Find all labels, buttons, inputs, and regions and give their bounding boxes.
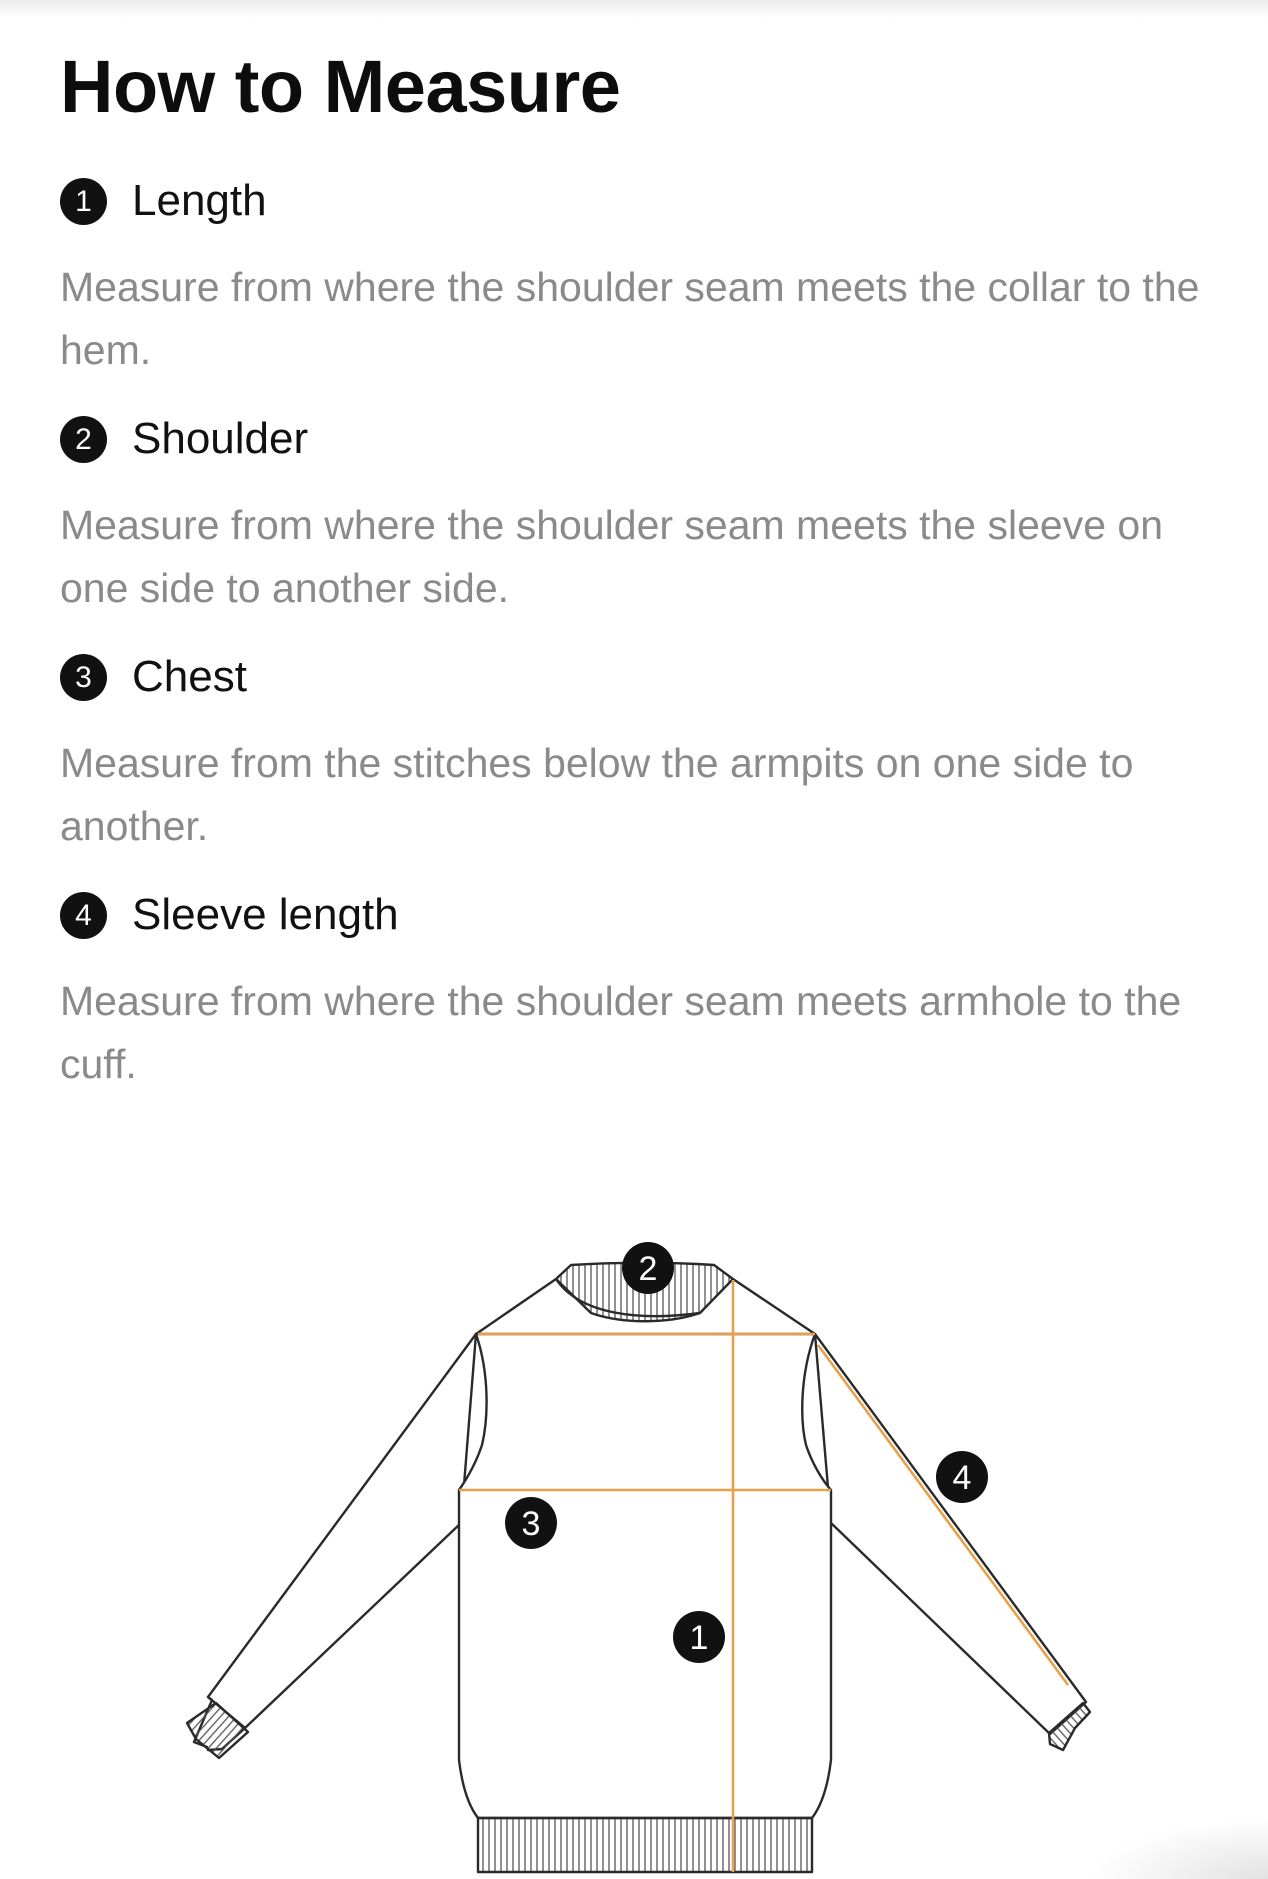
marker-4: [936, 1451, 988, 1503]
marker-1: [673, 1611, 725, 1663]
section-sleeve-length: [60, 890, 1240, 1096]
section-header: [60, 414, 1240, 464]
section-shoulder: [60, 414, 1240, 620]
marker-3: [505, 1497, 557, 1549]
svg-text:1: 1: [689, 1619, 709, 1657]
section-title: Sleeve length: [132, 890, 399, 939]
section-description: Measure from where the shoulder seam meets armhole to the cuff.: [60, 978, 1182, 1087]
section-description: Measure from where the shoulder seam meets the collar to the hem.: [60, 264, 1200, 373]
svg-text:4: 4: [952, 1459, 972, 1497]
svg-text:3: 3: [521, 1505, 541, 1543]
bottom-corner-shadow: [1088, 1819, 1268, 1879]
section-length: [60, 176, 1240, 382]
waistband: [478, 1818, 812, 1872]
section-title: Chest: [132, 652, 247, 701]
number-badge: 3: [60, 654, 107, 701]
section-header: [60, 176, 1240, 226]
section-header: [60, 652, 1240, 702]
sweater-body: [459, 1334, 831, 1818]
number-badge: 4: [60, 892, 107, 939]
number-badge: 1: [60, 178, 107, 225]
sweater-outline: [187, 1263, 1090, 1872]
sweater-measurement-diagram: [0, 1150, 1268, 1879]
section-header: [60, 890, 1240, 940]
section-description: Measure from the stitches below the armpits on one side to another.: [60, 740, 1134, 849]
section-chest: [60, 652, 1240, 858]
page-title: How to Measure: [60, 45, 621, 128]
left-sleeve: [208, 1334, 476, 1728]
right-sleeve: [815, 1334, 1086, 1734]
marker-2: [622, 1242, 674, 1294]
svg-text:2: 2: [638, 1250, 658, 1288]
section-title: Shoulder: [132, 414, 309, 463]
section-title: Length: [132, 176, 267, 225]
section-description: Measure from where the shoulder seam meets the sleeve on one side to another side.: [60, 502, 1163, 611]
top-shadow: [0, 0, 1268, 18]
number-badge: 2: [60, 416, 107, 463]
